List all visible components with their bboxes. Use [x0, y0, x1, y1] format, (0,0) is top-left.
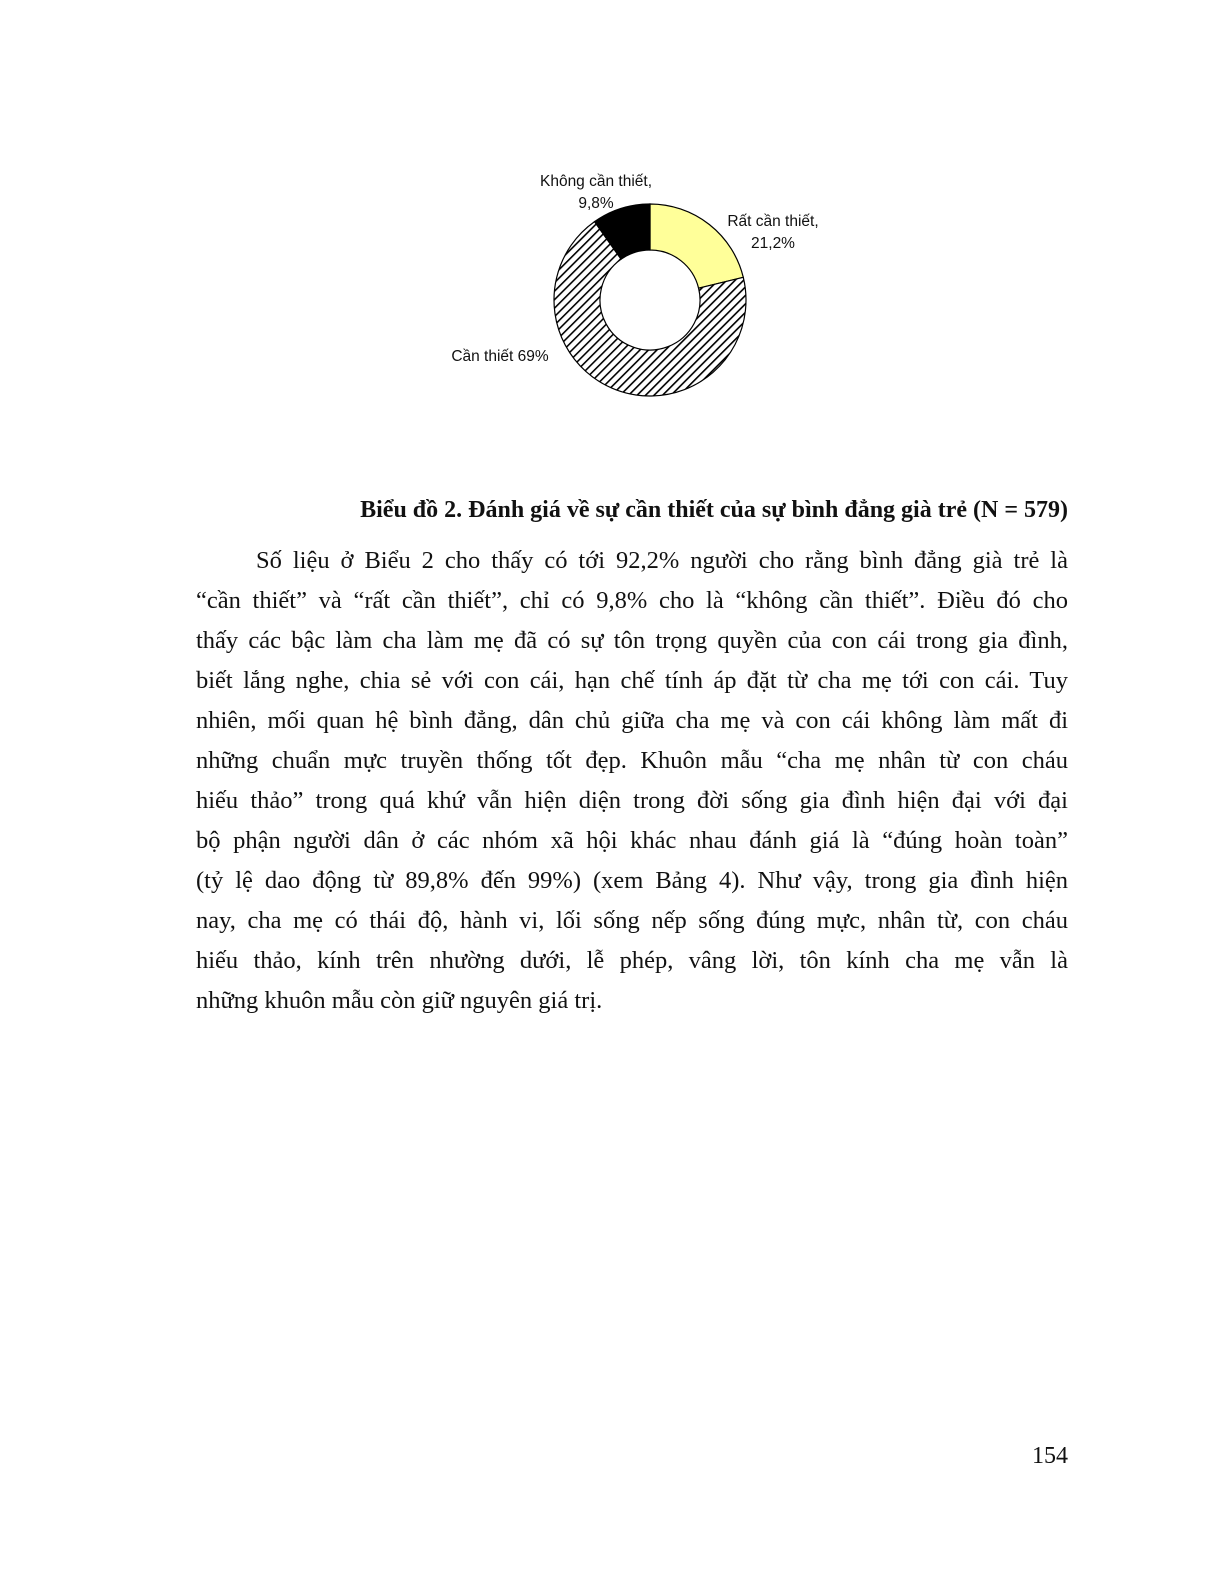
label-khong-can-thiet-value: 9,8% — [578, 195, 614, 212]
label-khong-can-thiet-line1: Không cần thiết, — [539, 173, 653, 190]
paragraph-line: những khuôn mẫu còn giữ nguyên giá trị. — [196, 987, 603, 1014]
paragraph-line: (tỷ lệ dao động từ 89,8% đến 99%) (xem Bảng 4). Như vậy, trong gia đình hiện — [196, 867, 1068, 894]
label-can-thiet: Cần thiết 69% — [451, 348, 549, 365]
paragraph-line: thấy các bậc làm cha làm mẹ đã có sự tôn trọng quyền của con cái trong gia đình, — [196, 627, 1068, 654]
paragraph-line: Số liệu ở Biểu 2 cho thấy có tới 92,2% người cho rằng bình đẳng già trẻ là — [256, 547, 1068, 574]
paragraph-line: bộ phận người dân ở các nhóm xã hội khác nhau đánh giá là “đúng hoàn toàn” — [196, 827, 1068, 854]
paragraph-line: hiếu thảo” trong quá khứ vẫn hiện diện trong đời sống gia đình hiện đại với đại — [196, 787, 1068, 814]
paragraph-line: những chuẩn mực truyền thống tốt đẹp. Khuôn mẫu “cha mẹ nhân từ con cháu — [196, 747, 1068, 774]
paragraph-line: “cần thiết” và “rất cần thiết”, chỉ có 9,8% cho là “không cần thiết”. Điều đó cho — [196, 587, 1068, 614]
page-number: 154 — [1032, 1443, 1068, 1469]
label-rat-can-thiet-line1: Rất cần thiết, — [727, 213, 819, 230]
label-rat-can-thiet-value: 21,2% — [751, 235, 795, 252]
paragraph-line: hiếu thảo, kính trên nhường dưới, lễ phép, vâng lời, tôn kính cha mẹ vẫn là — [196, 947, 1068, 974]
donut-chart — [430, 160, 850, 430]
body-paragraph — [196, 541, 1068, 1021]
donut-chart-svg — [430, 160, 850, 430]
paragraph-line: biết lắng nghe, chia sẻ với con cái, hạn chế tính áp đặt từ cha mẹ tới con cái. Tuy — [196, 667, 1068, 694]
paragraph-line: nay, cha mẹ có thái độ, hành vi, lối sống nếp sống đúng mực, nhân từ, con cháu — [196, 907, 1068, 934]
chart-caption: Biểu đồ 2. Đánh giá về sự cần thiết của sự bình đẳng già trẻ (N = 579) — [360, 497, 1068, 523]
paragraph-line: nhiên, mối quan hệ bình đẳng, dân chủ giữa cha mẹ và con cái không làm mất đi — [196, 707, 1068, 734]
